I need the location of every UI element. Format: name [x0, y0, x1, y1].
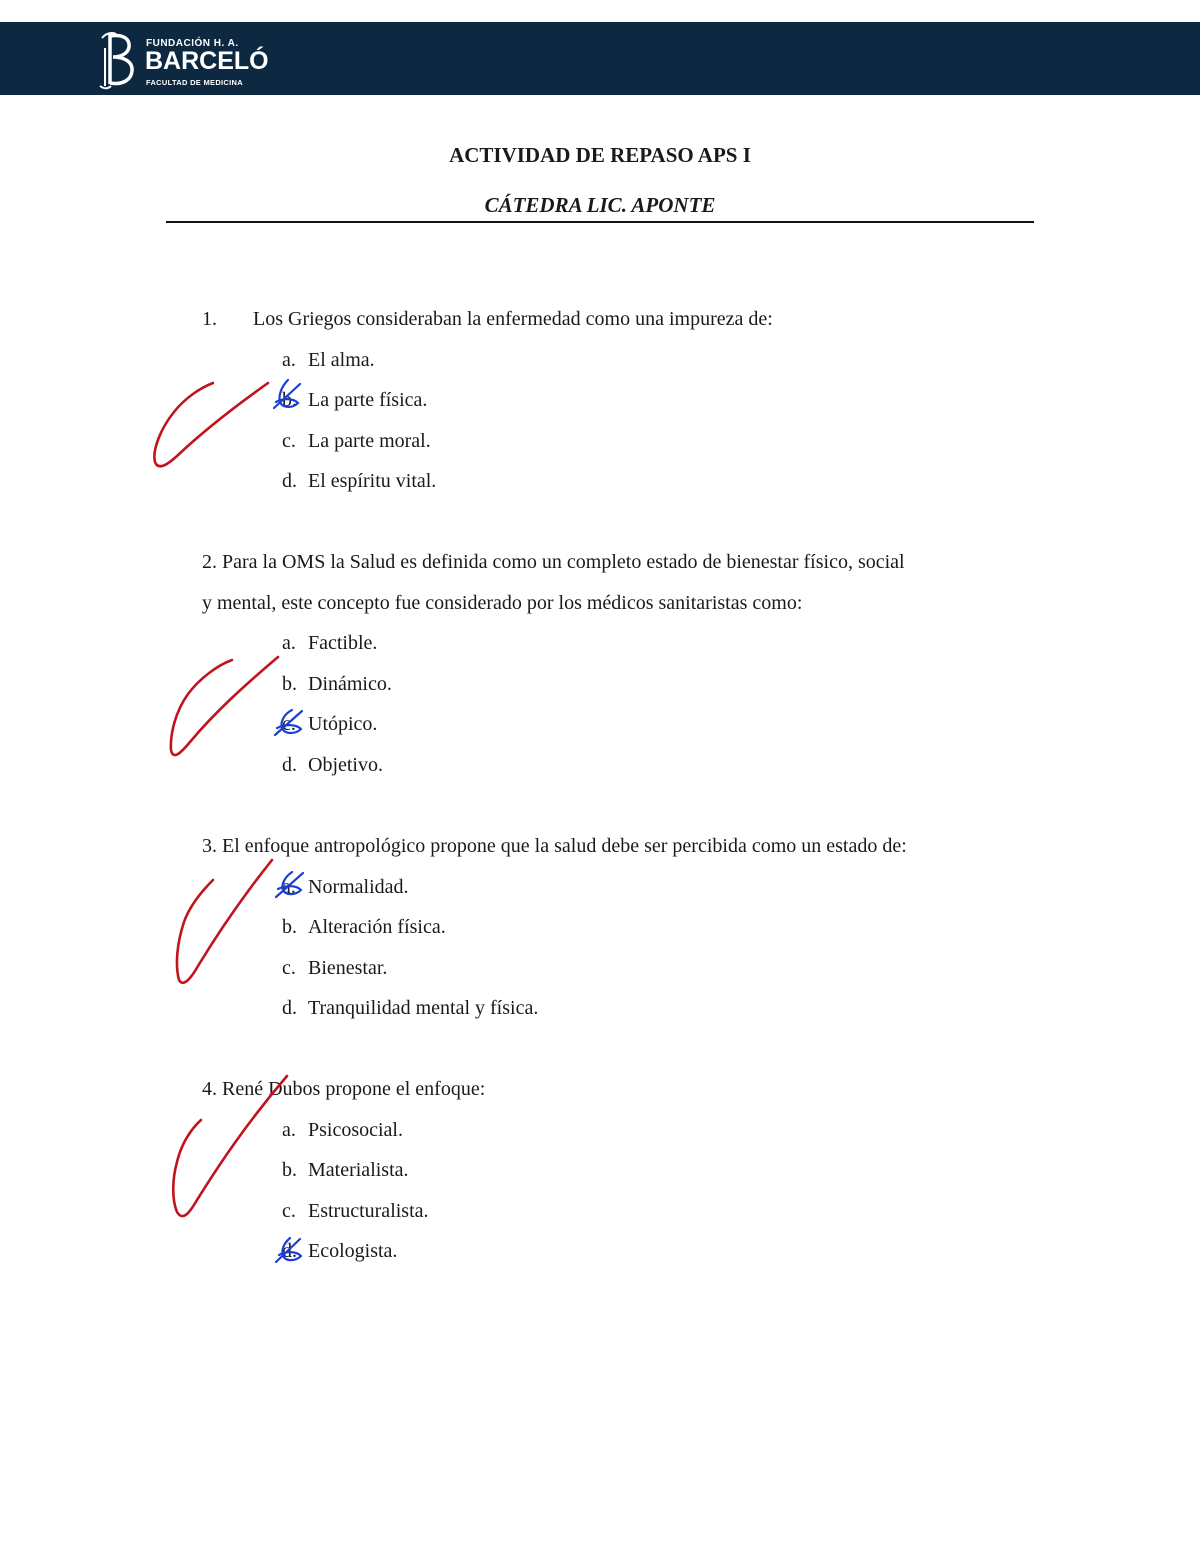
option-letter: c. — [282, 956, 296, 979]
question-number: 2. — [202, 551, 217, 573]
option-item — [202, 664, 1042, 705]
option-item — [202, 948, 1042, 989]
option-letter: c. — [282, 1199, 296, 1222]
barcelo-logo — [96, 28, 296, 90]
question-text: y mental, este concepto fue considerado por los médicos sanitaristas como: — [202, 591, 803, 614]
question-number: 1. — [202, 308, 217, 330]
option-text: El alma. — [308, 348, 375, 371]
option-text: La parte moral. — [308, 429, 431, 452]
barcelo-monogram-icon — [96, 28, 136, 90]
option-letter: c. — [282, 713, 296, 735]
question-text-line — [202, 583, 1042, 624]
question-text: Para la OMS la Salud es definida como un completo estado de bienestar físico, social — [222, 551, 905, 573]
question-2 — [202, 542, 1042, 785]
option-letter: b. — [282, 672, 297, 695]
option-item — [202, 461, 1042, 502]
option-letter: d. — [282, 753, 297, 776]
logo-faculty-text: FACULTAD DE MEDICINA — [146, 78, 243, 87]
option-item — [202, 745, 1042, 786]
question-text: Los Griegos consideraban la enfermedad como una impureza de: — [253, 308, 773, 330]
option-text: Objetivo. — [308, 753, 383, 776]
option-letter: a. — [282, 875, 296, 898]
question-text: René Dubos propone el enfoque: — [222, 1078, 486, 1100]
option-item — [202, 421, 1042, 462]
option-letter: a. — [282, 632, 296, 654]
option-item — [202, 380, 1042, 421]
question-text-line — [202, 542, 1042, 583]
option-item — [202, 623, 1042, 664]
title-divider — [166, 221, 1034, 223]
question-1 — [202, 299, 1042, 502]
question-3 — [202, 826, 1042, 1029]
document-subtitle: CÁTEDRA LIC. APONTE — [484, 193, 716, 217]
option-item — [202, 704, 1042, 745]
question-text-line — [202, 299, 1042, 340]
option-text: Ecologista. — [308, 1240, 398, 1262]
option-text: Bienestar. — [308, 956, 388, 979]
question-4 — [202, 1069, 1042, 1272]
option-letter: c. — [282, 429, 296, 452]
option-text: Estructuralista. — [308, 1199, 429, 1222]
option-item — [202, 340, 1042, 381]
option-letter: a. — [282, 1118, 296, 1141]
question-text-line — [202, 826, 1042, 867]
option-letter: d. — [282, 997, 297, 1019]
question-text-line — [202, 1069, 1042, 1110]
option-text: Tranquilidad mental y física. — [308, 997, 539, 1019]
option-item — [202, 1191, 1042, 1232]
option-letter: d. — [282, 1240, 297, 1262]
option-text: Factible. — [308, 632, 378, 654]
question-text: El enfoque antropológico propone que la salud debe ser percibida como un estado de: — [222, 835, 907, 857]
option-text: Alteración física. — [308, 916, 446, 938]
option-text: Materialista. — [308, 1159, 409, 1181]
option-text: Normalidad. — [308, 875, 409, 898]
option-item — [202, 1231, 1042, 1272]
option-item — [202, 907, 1042, 948]
option-item — [202, 988, 1042, 1029]
option-letter: b. — [282, 916, 297, 938]
option-letter: b. — [282, 389, 297, 411]
option-item — [202, 1110, 1042, 1151]
option-item — [202, 1150, 1042, 1191]
option-letter: a. — [282, 348, 296, 371]
logo-brand-text: BARCELÓ — [145, 47, 269, 75]
option-text: Psicosocial. — [308, 1118, 403, 1141]
header-band — [0, 22, 1200, 95]
option-text: Utópico. — [308, 713, 378, 735]
document-title: ACTIVIDAD DE REPASO APS I — [449, 143, 751, 167]
option-text: El espíritu vital. — [308, 470, 437, 492]
option-letter: d. — [282, 470, 297, 492]
option-item — [202, 867, 1042, 908]
question-number: 4. — [202, 1078, 217, 1100]
option-letter: b. — [282, 1159, 297, 1181]
logo-foundation-text: FUNDACIÓN H. A. — [146, 38, 239, 49]
option-text: Dinámico. — [308, 672, 392, 695]
option-text: La parte física. — [308, 389, 428, 411]
question-number: 3. — [202, 835, 217, 857]
